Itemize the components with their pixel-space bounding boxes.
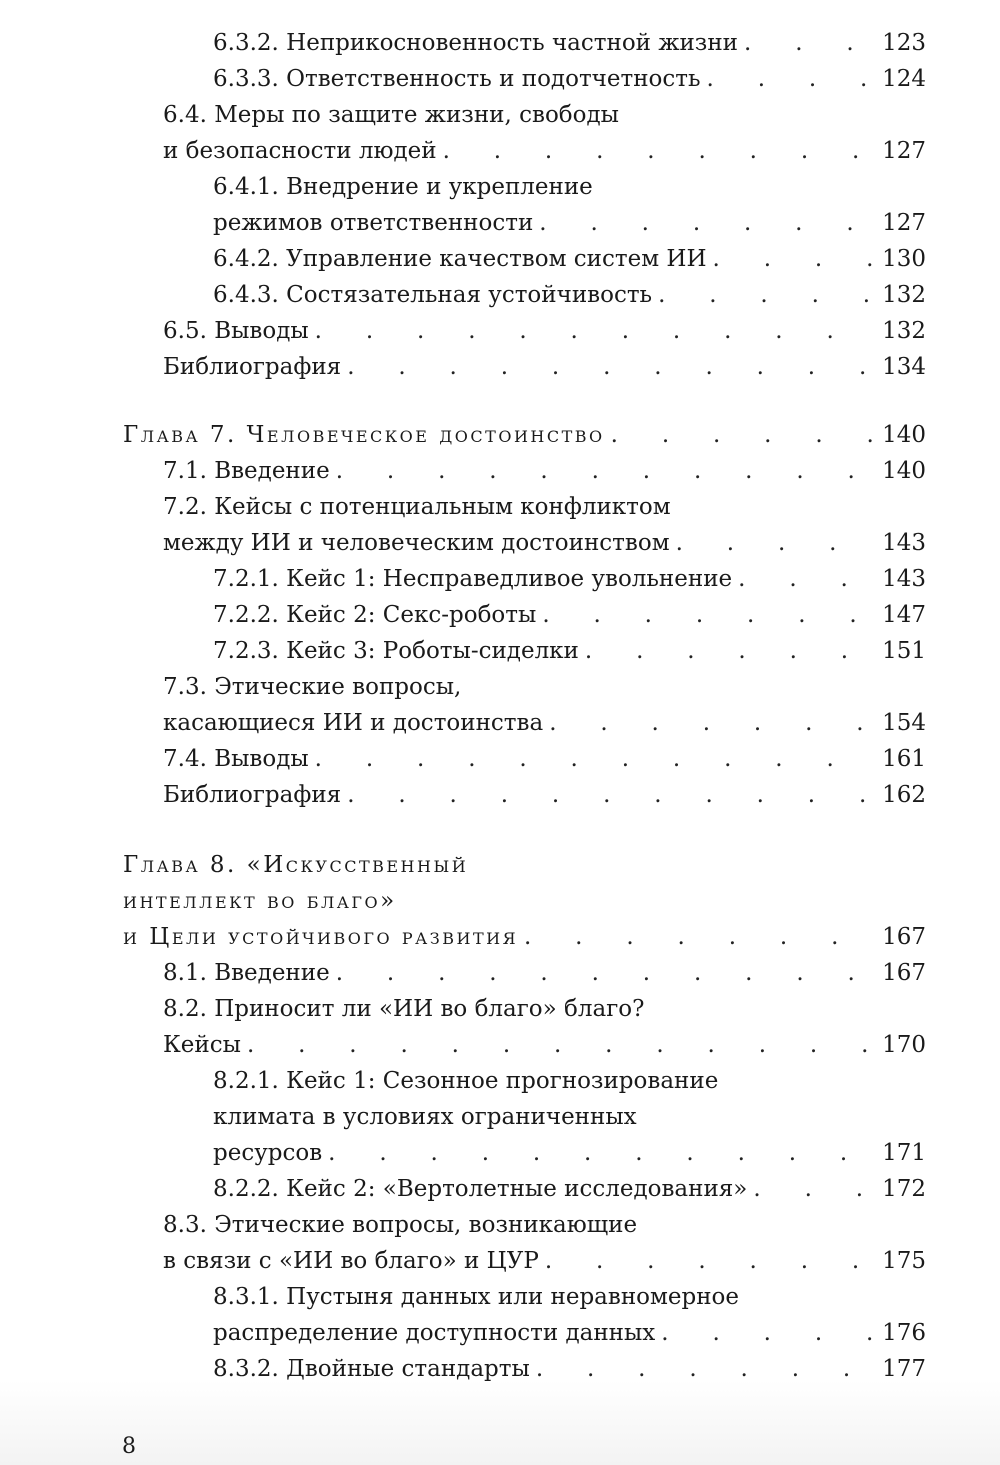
toc-entry-title: 6.4. Меры по защите жизни, свободы — [163, 102, 619, 128]
toc-page-number: 151 — [882, 638, 926, 664]
dot-leader — [336, 453, 876, 489]
toc-page-number: 167 — [882, 924, 926, 950]
toc-entry-title: 8.1. Введение — [163, 960, 330, 986]
toc-entry-title: 7.2.1. Кейс 1: Несправедливое увольнение — [213, 566, 733, 592]
toc-chapter-title: интеллект во благо» — [123, 888, 397, 914]
toc-page-number: 171 — [882, 1140, 926, 1166]
toc-entry-6-4-line1[interactable] — [163, 97, 926, 133]
dot-leader — [744, 25, 876, 61]
dot-leader — [713, 241, 877, 277]
dot-leader — [585, 633, 876, 669]
toc-entry-title: 7.2.2. Кейс 2: Секс-роботы — [213, 602, 537, 628]
toc-entry-title: распределение доступности данных — [213, 1320, 656, 1346]
toc-page-number: 140 — [882, 458, 926, 484]
toc-entry-title: 7.3. Этические вопросы, — [163, 674, 462, 700]
dot-leader — [347, 777, 876, 813]
toc-entry-bibliography-6[interactable] — [163, 349, 926, 385]
toc-page-number: 132 — [882, 318, 926, 344]
toc-entry-8-3-1-line2[interactable] — [213, 1315, 926, 1351]
toc-page-number: 140 — [882, 422, 926, 448]
dot-leader — [753, 1171, 876, 1207]
toc-page-number: 176 — [882, 1320, 926, 1346]
toc-page-number: 127 — [882, 138, 926, 164]
page-number-footer: 8 — [122, 1434, 136, 1459]
toc-entry-8-3-line1[interactable] — [163, 1207, 926, 1243]
toc-entry-7-2-line1[interactable] — [163, 489, 926, 525]
dot-leader — [347, 349, 876, 385]
dot-leader — [443, 133, 877, 169]
dot-leader — [707, 61, 877, 97]
toc-entry-8-2-1-line3[interactable] — [213, 1135, 926, 1171]
toc-entry-7-3-line1[interactable] — [163, 669, 926, 705]
toc-chapter-7[interactable] — [123, 417, 926, 453]
toc-entry-6-5[interactable] — [163, 313, 926, 349]
toc-page-number: 130 — [882, 246, 926, 272]
toc-page-number: 124 — [882, 66, 926, 92]
dot-leader — [336, 955, 876, 991]
toc-entry-6-4-2[interactable] — [213, 241, 926, 277]
toc-chapter-8-line3[interactable] — [123, 919, 926, 955]
toc-entry-7-2-3[interactable] — [213, 633, 926, 669]
toc-entry-6-3-3[interactable] — [213, 61, 926, 97]
toc-entry-title: 8.3. Этические вопросы, возникающие — [163, 1212, 638, 1238]
toc-entry-8-3-1-line1[interactable] — [213, 1279, 926, 1315]
toc-page-number: 177 — [882, 1356, 926, 1382]
toc-entry-8-2-2[interactable] — [213, 1171, 926, 1207]
toc-entry-title: климата в условиях ограниченных — [213, 1104, 637, 1130]
dot-leader — [536, 1351, 876, 1387]
toc-page-number: 132 — [882, 282, 926, 308]
toc-entry-6-3-2[interactable] — [213, 25, 926, 61]
dot-leader — [611, 417, 876, 453]
toc-entry-title: 6.4.2. Управление качеством систем ИИ — [213, 246, 707, 272]
toc-page-number: 162 — [882, 782, 926, 808]
toc-entry-title: 8.3.2. Двойные стандарты — [213, 1356, 530, 1382]
toc-entry-title: 7.2. Кейсы с потенциальным конфликтом — [163, 494, 671, 520]
toc-entry-title: между ИИ и человеческим достоинством — [163, 530, 670, 556]
toc-entry-6-4-1-line1[interactable] — [213, 169, 926, 205]
toc-entry-title: 7.1. Введение — [163, 458, 330, 484]
toc-entry-8-2-1-line1[interactable] — [213, 1063, 926, 1099]
toc-entry-title: 6.5. Выводы — [163, 318, 309, 344]
toc-entry-title: и безопасности людей — [163, 138, 437, 164]
toc-entry-title: 7.4. Выводы — [163, 746, 309, 772]
dot-leader — [328, 1135, 876, 1171]
toc-entry-6-4-1-line2[interactable] — [213, 205, 926, 241]
toc-entry-7-1[interactable] — [163, 453, 926, 489]
toc-entry-7-2-2[interactable] — [213, 597, 926, 633]
toc-entry-8-2-1-line2[interactable] — [213, 1099, 926, 1135]
dot-leader — [542, 597, 876, 633]
toc-chapter-8-line1[interactable] — [123, 847, 926, 883]
dot-leader — [315, 313, 876, 349]
dot-leader — [315, 741, 876, 777]
toc-entry-title: ресурсов — [213, 1140, 323, 1166]
dot-leader — [738, 561, 876, 597]
toc-entry-8-1[interactable] — [163, 955, 926, 991]
dot-leader — [247, 1027, 876, 1063]
toc-entry-7-2-line2[interactable] — [163, 525, 926, 561]
toc-entry-7-2-1[interactable] — [213, 561, 926, 597]
toc-entry-title: 8.2.2. Кейс 2: «Вертолетные исследования» — [213, 1176, 748, 1202]
toc-entry-8-3-line2[interactable] — [163, 1243, 926, 1279]
toc-page-number: 143 — [882, 566, 926, 592]
toc-entry-6-4-3[interactable] — [213, 277, 926, 313]
toc-page-number: 134 — [882, 354, 926, 380]
toc-entry-title: 8.3.1. Пустыня данных или неравномерное — [213, 1284, 740, 1310]
toc-entry-6-4-line2[interactable] — [163, 133, 926, 169]
toc-chapter-title: Глава 8. «Искусственный — [123, 852, 469, 878]
toc-entry-7-3-line2[interactable] — [163, 705, 926, 741]
dot-leader — [539, 205, 876, 241]
toc-chapter-title: и Цели устойчивого развития — [123, 924, 518, 950]
toc-entry-8-2-line1[interactable] — [163, 991, 926, 1027]
toc-page-number: 127 — [882, 210, 926, 236]
toc-entry-bibliography-7[interactable] — [163, 777, 926, 813]
toc-page-number: 123 — [882, 30, 926, 56]
toc-entry-8-2-line2[interactable] — [163, 1027, 926, 1063]
toc-entry-title: в связи с «ИИ во благо» и ЦУР — [163, 1248, 539, 1274]
toc-entry-7-4[interactable] — [163, 741, 926, 777]
toc-entry-title: режимов ответственности — [213, 210, 534, 236]
dot-leader — [549, 705, 876, 741]
toc-page-number: 161 — [882, 746, 926, 772]
toc-entry-title: 8.2.1. Кейс 1: Сезонное прогнозирование — [213, 1068, 719, 1094]
toc-entry-title: Кейсы — [163, 1032, 241, 1058]
dot-leader — [545, 1243, 876, 1279]
toc-chapter-8-line2[interactable] — [123, 883, 926, 919]
toc-page-number: 167 — [882, 960, 926, 986]
toc-entry-title: 6.3.3. Ответственность и подотчетность — [213, 66, 701, 92]
toc-page-number: 170 — [882, 1032, 926, 1058]
dot-leader — [658, 277, 876, 313]
toc-page-number: 143 — [882, 530, 926, 556]
toc-page-number: 175 — [882, 1248, 926, 1274]
toc-chapter-title: Глава 7. Человеческое достоинство — [123, 422, 605, 448]
toc-entry-title: 6.4.1. Внедрение и укрепление — [213, 174, 593, 200]
toc-entry-title: Библиография — [163, 354, 342, 380]
dot-leader — [676, 525, 877, 561]
toc-page-number: 172 — [882, 1176, 926, 1202]
dot-leader — [524, 919, 876, 955]
toc-entry-title: 8.2. Приносит ли «ИИ во благо» благо? — [163, 996, 645, 1022]
toc-entry-title: касающиеся ИИ и достоинства — [163, 710, 544, 736]
toc-entry-title: 7.2.3. Кейс 3: Роботы-сиделки — [213, 638, 579, 664]
toc-page-number: 147 — [882, 602, 926, 628]
toc-entry-title: 6.4.3. Состязательная устойчивость — [213, 282, 653, 308]
toc-entry-title: 6.3.2. Неприкосновенность частной жизни — [213, 30, 739, 56]
toc-entry-8-3-2[interactable] — [213, 1351, 926, 1387]
toc-entry-title: Библиография — [163, 782, 342, 808]
dot-leader — [661, 1315, 876, 1351]
toc-page-number: 154 — [882, 710, 926, 736]
